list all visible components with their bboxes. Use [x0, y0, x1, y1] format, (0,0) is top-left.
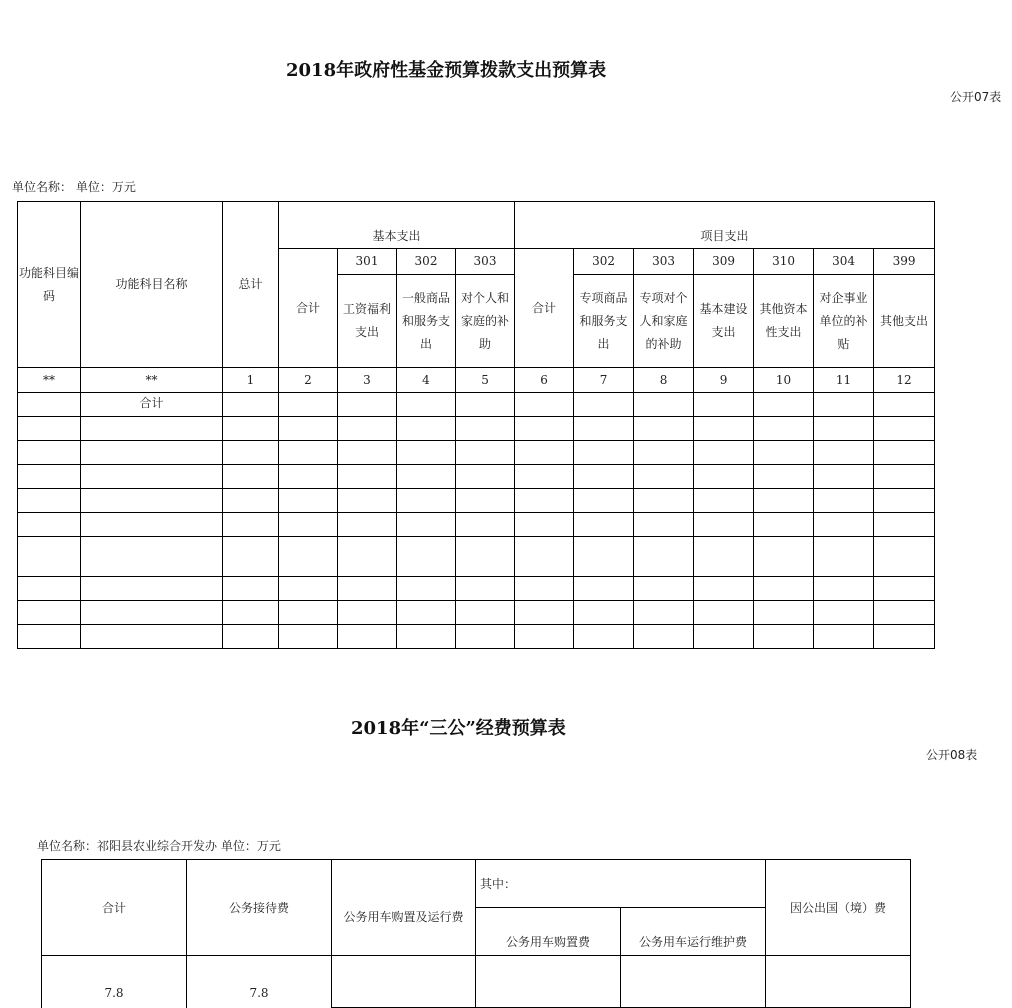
header-project-code: 309 — [694, 249, 754, 275]
header-basic-expenditure: 基本支出 — [279, 202, 515, 249]
index-cell: 11 — [814, 368, 874, 393]
header-name: 功能科目名称 — [81, 202, 223, 368]
index-cell: 3 — [338, 368, 397, 393]
header-project-code: 302 — [574, 249, 634, 275]
table-row — [18, 537, 935, 577]
header-vehicle: 公务用车购置及运行费 — [332, 860, 476, 956]
header-code: 功能科目编码 — [18, 202, 81, 368]
header-of-which: 其中： — [476, 860, 766, 908]
index-cell: 5 — [456, 368, 515, 393]
header-project-subtotal: 合计 — [515, 249, 574, 368]
header-project-code: 310 — [754, 249, 814, 275]
table-row — [42, 956, 911, 1008]
header-vehicle-maintenance: 公务用车运行维护费 — [621, 908, 766, 956]
header-project-item: 对企事业单位的补贴 — [814, 275, 874, 368]
index-cell: 12 — [874, 368, 935, 393]
header-project-expenditure: 项目支出 — [515, 202, 935, 249]
header-project-item: 其他资本性支出 — [754, 275, 814, 368]
header-basic-item: 对个人和家庭的补助 — [456, 275, 515, 368]
header-basic-code: 301 — [338, 249, 397, 275]
index-cell: 4 — [397, 368, 456, 393]
table1-title: 2018年政府性基金预算拨款支出预算表 — [286, 60, 607, 81]
header-vehicle-purchase: 公务用车购置费 — [476, 908, 621, 956]
header-basic-item: 工资福利支出 — [338, 275, 397, 368]
index-row — [18, 368, 935, 393]
table-row — [18, 513, 935, 537]
header-project-code: 304 — [814, 249, 874, 275]
header-basic-code: 302 — [397, 249, 456, 275]
header-basic-item: 一般商品和服务支出 — [397, 275, 456, 368]
table1-form-number: 公开07表 — [950, 90, 1002, 104]
table2-form-number: 公开08表 — [926, 748, 978, 762]
table-row — [18, 577, 935, 601]
index-cell: 1 — [223, 368, 279, 393]
header-project-code: 399 — [874, 249, 935, 275]
three-public-expenses-table — [41, 859, 911, 1008]
header-project-item: 基本建设支出 — [694, 275, 754, 368]
table1-unit-line: 单位名称： 单位：万元 — [12, 180, 136, 194]
header-project-item: 其他支出 — [874, 275, 935, 368]
header-abroad: 因公出国（境）费 — [766, 860, 911, 956]
header-basic-subtotal: 合计 — [279, 249, 338, 368]
header-project-item: 专项商品和服务支出 — [574, 275, 634, 368]
table-row — [18, 441, 935, 465]
index-cell: 9 — [694, 368, 754, 393]
index-cell: ** — [81, 368, 223, 393]
index-cell: 6 — [515, 368, 574, 393]
index-cell: 8 — [634, 368, 694, 393]
table-row — [18, 601, 935, 625]
index-cell: 7 — [574, 368, 634, 393]
value-total: 7.8 — [42, 956, 187, 1008]
table-row — [18, 489, 935, 513]
table-row — [18, 417, 935, 441]
total-row-label: 合计 — [81, 393, 223, 417]
government-fund-budget-table — [17, 201, 935, 649]
header-total: 总计 — [223, 202, 279, 368]
index-cell: ** — [18, 368, 81, 393]
index-cell: 2 — [279, 368, 338, 393]
header-project-item: 专项对个人和家庭的补助 — [634, 275, 694, 368]
table-row — [18, 625, 935, 649]
table2-title: 2018年“三公”经费预算表 — [351, 718, 566, 739]
header-total: 合计 — [42, 860, 187, 956]
index-cell: 10 — [754, 368, 814, 393]
header-reception: 公务接待费 — [187, 860, 332, 956]
value-reception: 7.8 — [187, 956, 332, 1008]
header-project-code: 303 — [634, 249, 694, 275]
header-basic-code: 303 — [456, 249, 515, 275]
table2-unit-line: 单位名称：祁阳县农业综合开发办 单位：万元 — [37, 839, 281, 853]
table-row — [18, 465, 935, 489]
total-row — [18, 393, 935, 417]
